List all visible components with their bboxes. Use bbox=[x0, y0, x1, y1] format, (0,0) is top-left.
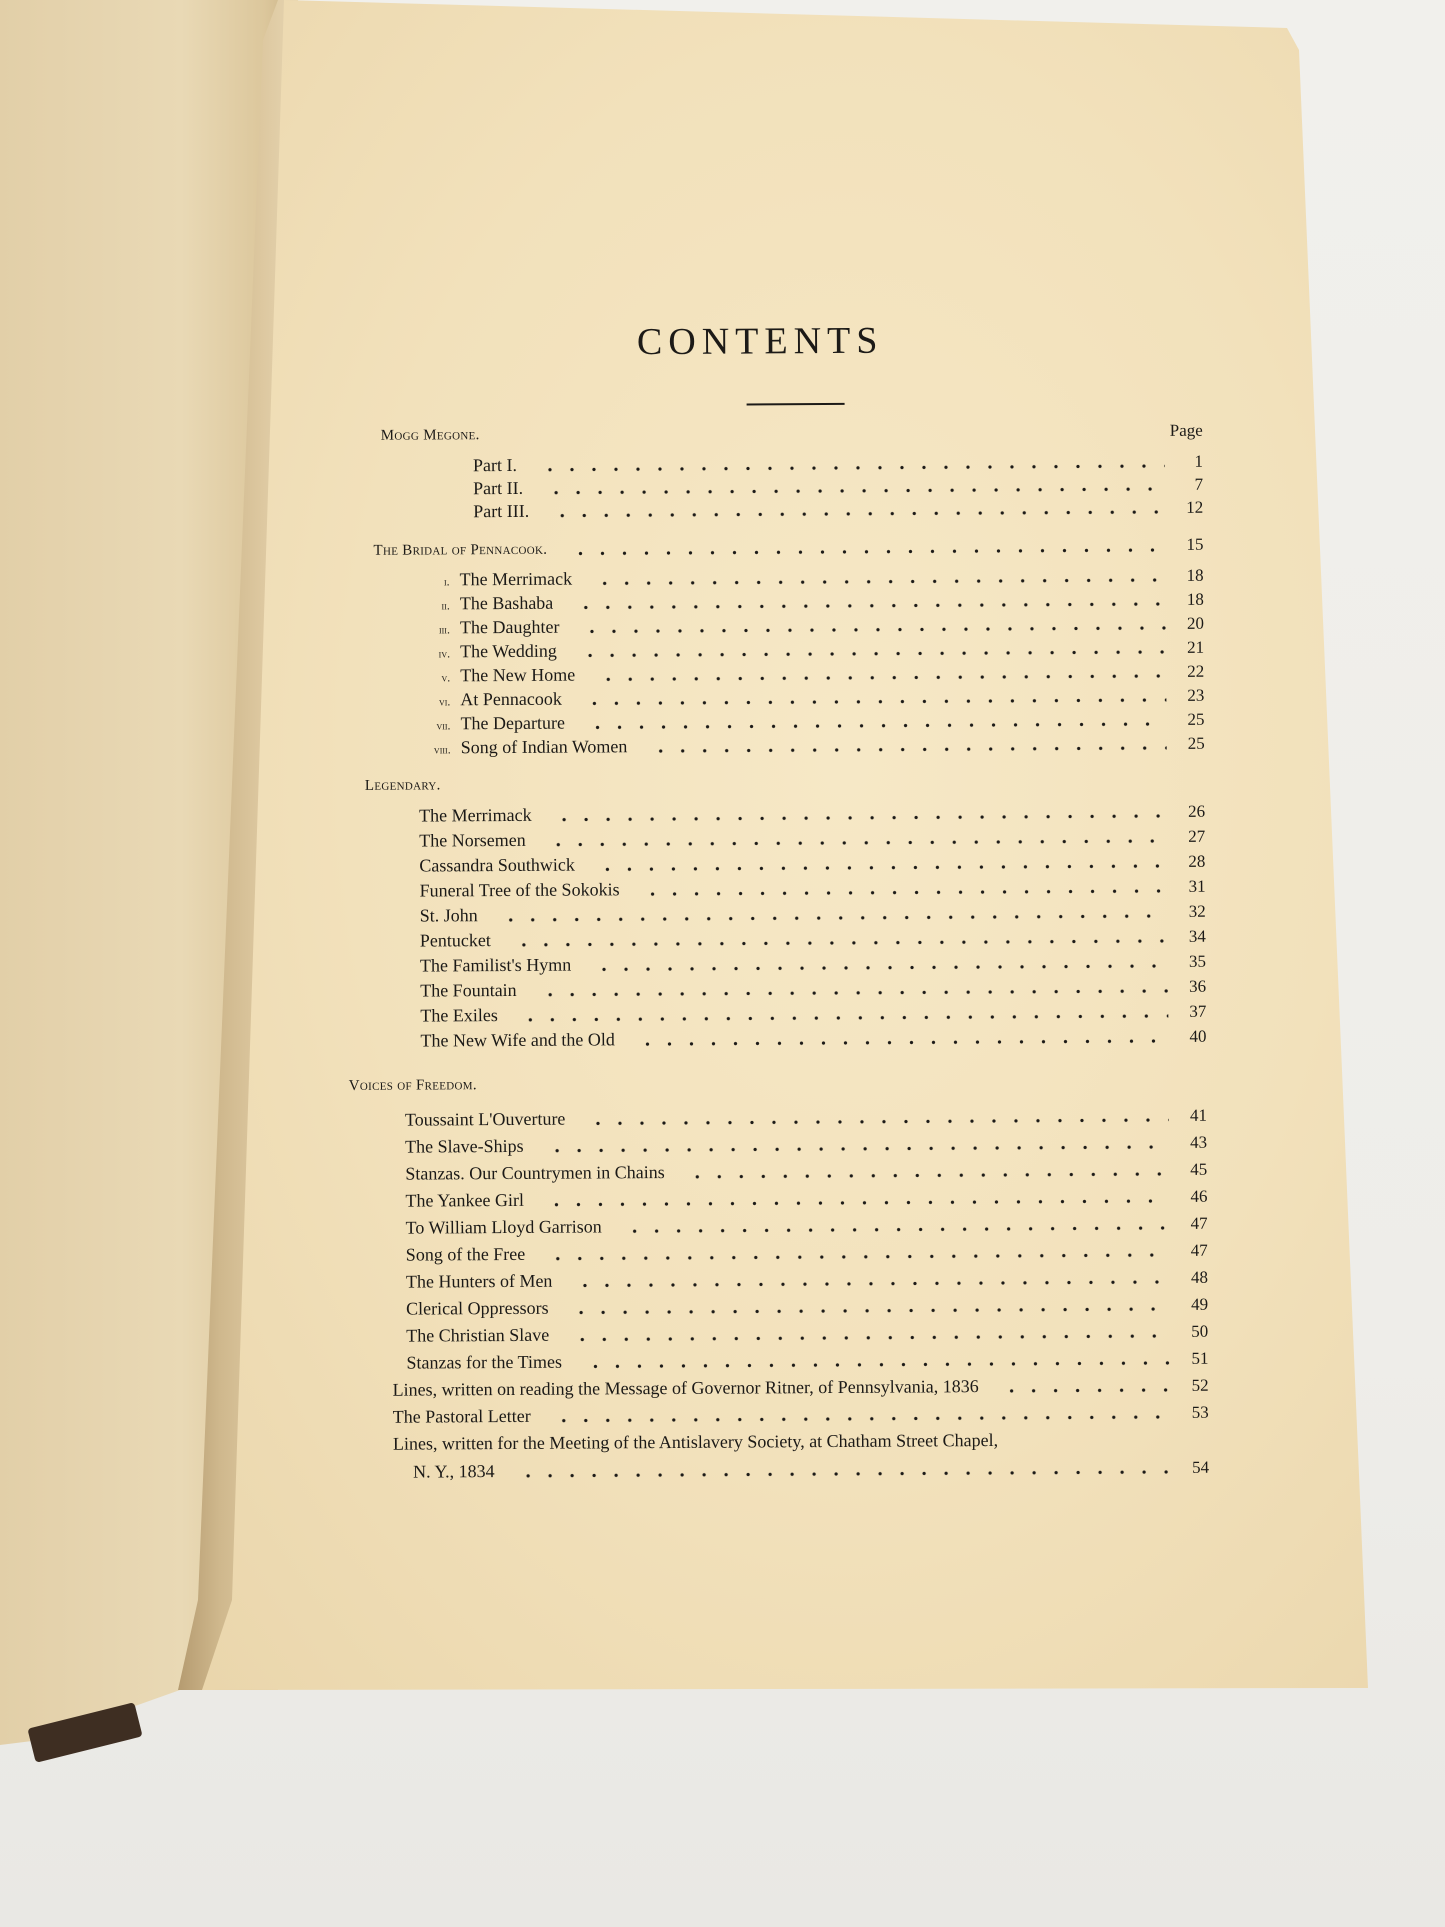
entry-page: 46 bbox=[1190, 1186, 1208, 1206]
dot-leader bbox=[545, 1414, 1171, 1424]
entry-title: The Fountain bbox=[420, 979, 517, 1001]
toc-entry[interactable] bbox=[405, 1105, 1207, 1134]
entry-page: 50 bbox=[1191, 1321, 1209, 1341]
entry-number: viii. bbox=[433, 742, 451, 757]
entry-title: St. John bbox=[419, 905, 478, 926]
entry-title: The New Home bbox=[460, 664, 576, 686]
entry-title: The Pastoral Letter bbox=[392, 1405, 531, 1427]
toc-entry[interactable] bbox=[405, 1186, 1207, 1215]
toc-entry[interactable] bbox=[431, 497, 1203, 526]
dot-leader bbox=[585, 963, 1168, 973]
entry-page: 49 bbox=[1191, 1294, 1209, 1314]
entry-title: The Yankee Girl bbox=[405, 1189, 524, 1211]
entry-title: Lines, written for the Meeting of the Antislavery Society, at Chatham Street Chapel, bbox=[392, 1430, 999, 1454]
entry-page: 52 bbox=[1191, 1375, 1209, 1395]
entry-page: 45 bbox=[1190, 1159, 1208, 1179]
dot-leader bbox=[616, 1225, 1170, 1234]
dot-leader bbox=[589, 673, 1166, 683]
toc-entry[interactable] bbox=[406, 1294, 1208, 1323]
dot-leader bbox=[586, 577, 1166, 587]
entry-page: 54 bbox=[1192, 1457, 1210, 1477]
entry-title: The Wedding bbox=[460, 640, 557, 662]
toc-entry[interactable] bbox=[419, 876, 1205, 905]
entry-number: v. bbox=[441, 670, 451, 685]
entry-title: Lines, written on reading the Message of Governor Ritner, of Pennsylvania, 1836 bbox=[392, 1376, 979, 1400]
dot-leader bbox=[679, 1171, 1170, 1180]
section-heading: Legendary. bbox=[364, 777, 441, 794]
dot-leader bbox=[512, 1013, 1169, 1023]
entry-title: The Norsemen bbox=[419, 829, 526, 851]
entry-page: 15 bbox=[1186, 534, 1204, 554]
entry-title: Stanzas. Our Countrymen in Chains bbox=[405, 1162, 665, 1184]
entry-page: 34 bbox=[1188, 926, 1206, 946]
toc-entry[interactable] bbox=[406, 1348, 1208, 1377]
toc-entry[interactable] bbox=[406, 1240, 1208, 1269]
entry-page: 47 bbox=[1190, 1213, 1208, 1233]
toc-section-entry[interactable] bbox=[373, 535, 1203, 564]
entry-page: 53 bbox=[1191, 1402, 1209, 1422]
dot-leader bbox=[561, 547, 1165, 557]
toc-entry[interactable] bbox=[420, 951, 1206, 980]
dot-leader bbox=[571, 649, 1166, 659]
entry-page: 35 bbox=[1188, 951, 1207, 971]
dot-leader bbox=[563, 1306, 1171, 1316]
entry-page: 31 bbox=[1188, 876, 1206, 896]
entry-page: 26 bbox=[1188, 801, 1206, 821]
entry-title: The Bashaba bbox=[459, 592, 554, 614]
dot-leader bbox=[540, 838, 1168, 848]
entry-page: 36 bbox=[1189, 976, 1207, 996]
toc-entry[interactable] bbox=[406, 1321, 1208, 1350]
toc-entry[interactable] bbox=[420, 926, 1206, 955]
dot-leader bbox=[576, 697, 1167, 707]
toc-entry[interactable] bbox=[406, 1267, 1208, 1296]
entry-page: 21 bbox=[1187, 637, 1205, 657]
dot-leader bbox=[538, 1198, 1170, 1208]
toc-entry[interactable] bbox=[405, 1132, 1207, 1161]
entry-title: Clerical Oppressors bbox=[406, 1297, 549, 1319]
entry-number: vi. bbox=[438, 694, 451, 709]
entry-number: i. bbox=[443, 574, 450, 589]
toc-entry[interactable] bbox=[419, 801, 1205, 830]
entry-page: 18 bbox=[1186, 565, 1204, 585]
page-title: CONTENTS bbox=[636, 319, 884, 364]
entry-title: Song of Indian Women bbox=[460, 736, 628, 758]
dot-leader bbox=[505, 938, 1168, 948]
entry-page: 47 bbox=[1190, 1240, 1208, 1260]
page-column-label: Page bbox=[1169, 420, 1203, 440]
entry-title: The Exiles bbox=[420, 1005, 498, 1026]
dot-leader bbox=[634, 888, 1168, 897]
dot-leader bbox=[579, 1117, 1169, 1127]
entry-title: Part II. bbox=[473, 477, 524, 499]
dot-leader bbox=[567, 601, 1166, 611]
title-rule bbox=[747, 403, 845, 406]
toc-entry[interactable] bbox=[393, 1429, 1209, 1458]
entry-title: The Hunters of Men bbox=[405, 1270, 553, 1292]
entry-page: 51 bbox=[1191, 1348, 1209, 1368]
entry-page: 43 bbox=[1190, 1132, 1208, 1152]
entry-title: Cassandra Southwick bbox=[419, 854, 575, 876]
entry-page: 22 bbox=[1187, 661, 1205, 681]
dot-leader bbox=[563, 1333, 1170, 1343]
dot-leader bbox=[589, 863, 1168, 873]
entry-title: The Departure bbox=[460, 712, 566, 734]
dot-leader bbox=[509, 1469, 1172, 1479]
entry-number: iv. bbox=[438, 646, 451, 661]
entry-title: Stanzas for the Times bbox=[406, 1351, 562, 1373]
entry-number: vii. bbox=[436, 718, 451, 733]
toc-entry[interactable] bbox=[420, 976, 1206, 1005]
dot-leader bbox=[546, 813, 1168, 823]
entry-title: The New Wife and the Old bbox=[420, 1029, 615, 1051]
entry-page: 18 bbox=[1186, 589, 1204, 609]
section-heading: The Bridal of Pennacook. bbox=[373, 541, 548, 559]
entry-title: The Merrimack bbox=[459, 568, 573, 590]
entry-page: 25 bbox=[1187, 733, 1205, 753]
dot-leader bbox=[543, 509, 1165, 519]
toc-entry[interactable] bbox=[420, 1001, 1206, 1030]
dot-leader bbox=[566, 1279, 1170, 1289]
dot-leader bbox=[573, 625, 1166, 635]
toc-entry[interactable] bbox=[406, 1213, 1208, 1242]
entry-page: 27 bbox=[1188, 826, 1206, 846]
dot-leader bbox=[629, 1038, 1169, 1047]
entry-title: Part III. bbox=[473, 500, 530, 522]
entry-number: ii. bbox=[441, 598, 450, 613]
dot-leader bbox=[531, 988, 1169, 998]
toc-entry[interactable] bbox=[405, 1159, 1207, 1188]
entry-page: 28 bbox=[1188, 851, 1206, 871]
entry-title: Part I. bbox=[472, 454, 518, 476]
toc-entry[interactable] bbox=[420, 901, 1206, 930]
entry-title: The Slave-Ships bbox=[405, 1135, 524, 1157]
entry-number: iii. bbox=[438, 622, 450, 637]
entry-page: 48 bbox=[1190, 1267, 1208, 1287]
dot-leader bbox=[641, 745, 1166, 754]
entry-page: 7 bbox=[1194, 474, 1204, 494]
entry-page: 1 bbox=[1194, 451, 1203, 471]
dot-leader bbox=[576, 1360, 1171, 1370]
entry-page: 25 bbox=[1187, 709, 1205, 729]
contents-page bbox=[340, 305, 1227, 1510]
dot-leader bbox=[531, 463, 1165, 473]
dot-leader bbox=[993, 1387, 1171, 1394]
dot-leader bbox=[492, 913, 1168, 923]
entry-page: 23 bbox=[1187, 685, 1205, 705]
section-heading: Voices of Freedom. bbox=[348, 1077, 477, 1094]
entry-title: N. Y., 1834 bbox=[413, 1461, 495, 1482]
entry-title: The Familist's Hymn bbox=[419, 954, 572, 976]
entry-page: 40 bbox=[1189, 1026, 1207, 1046]
entry-title: The Christian Slave bbox=[406, 1324, 550, 1346]
entry-title: To William Lloyd Garrison bbox=[405, 1216, 602, 1238]
toc-entry[interactable] bbox=[413, 1457, 1209, 1486]
entry-title: The Merrimack bbox=[419, 804, 532, 826]
entry-title: Toussaint L'Ouverture bbox=[404, 1108, 566, 1130]
entry-title: Funeral Tree of the Sokokis bbox=[419, 879, 620, 901]
entry-title: At Pennacook bbox=[460, 688, 562, 710]
section-heading: Mogg Megone. bbox=[380, 427, 480, 444]
dot-leader bbox=[538, 1144, 1170, 1154]
dot-leader bbox=[539, 1252, 1170, 1262]
toc-entry[interactable] bbox=[420, 1026, 1206, 1055]
entry-title: Pentucket bbox=[419, 930, 491, 951]
entry-page: 20 bbox=[1186, 613, 1204, 633]
entry-title: Song of the Free bbox=[405, 1243, 526, 1265]
entry-title: The Daughter bbox=[459, 616, 560, 638]
entry-page: 41 bbox=[1189, 1105, 1207, 1125]
entry-page: 32 bbox=[1188, 901, 1206, 921]
toc-entry[interactable] bbox=[393, 1402, 1209, 1431]
toc-entry[interactable] bbox=[419, 733, 1205, 762]
dot-leader bbox=[579, 721, 1167, 731]
entry-page: 12 bbox=[1186, 497, 1204, 517]
dot-leader bbox=[537, 486, 1165, 496]
toc-entry[interactable] bbox=[419, 851, 1205, 880]
toc-entry[interactable] bbox=[393, 1375, 1209, 1404]
toc-entry[interactable] bbox=[419, 826, 1205, 855]
entry-page: 37 bbox=[1189, 1001, 1207, 1021]
